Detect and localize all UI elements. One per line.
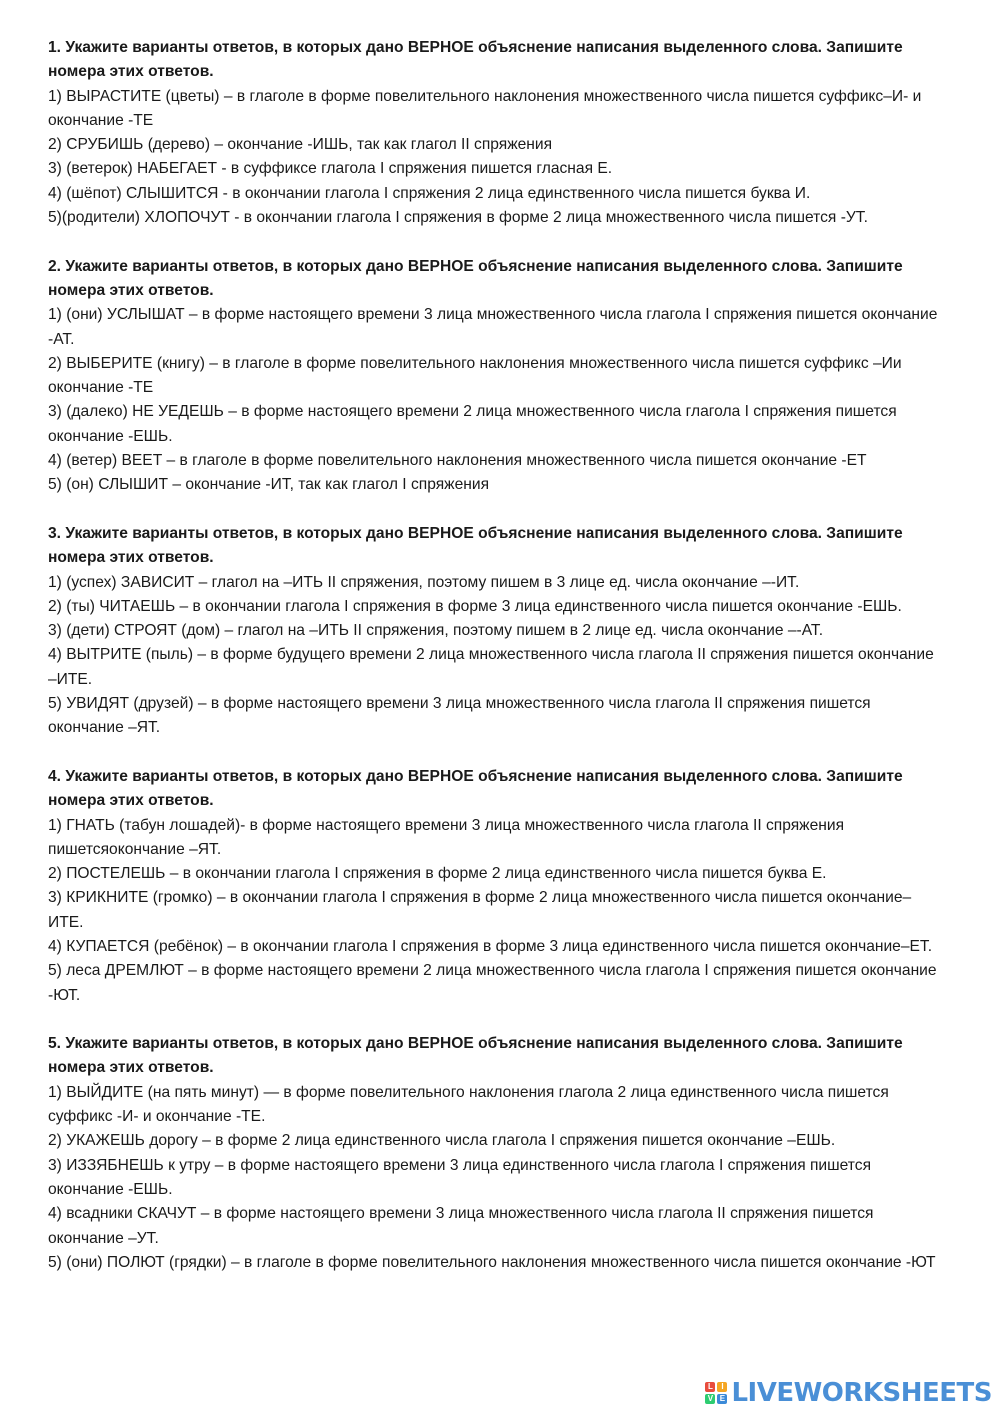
answer-option: 4) КУПАЕТСЯ (ребёнок) – в окончании глагола I спряжения в форме 3 лица единственного числа пишется окончание–ЕТ. <box>48 937 933 955</box>
logo-letter: L <box>705 1382 715 1392</box>
task-title: 2. Укажите варианты ответов, в которых дано ВЕРНОЕ объяснение написания выделенного слова. Запишите номера этих ответов. <box>48 257 903 299</box>
task-title: 5. Укажите варианты ответов, в которых дано ВЕРНОЕ объяснение написания выделенного слова. Запишите номера этих ответов. <box>48 1035 903 1077</box>
answer-option: 5) леса ДРЕМЛЮТ – в форме настоящего времени 2 лица множественного числа глагола I спряжения пишется окончание -ЮТ. <box>48 962 937 1004</box>
answer-option: 4) всадники СКАЧУТ – в форме настоящего времени 3 лица множественного числа глагола II спряжения пишется окончание –УТ. <box>48 1205 874 1247</box>
logo-letter: V <box>705 1394 715 1404</box>
answer-option: 1) ГНАТЬ (табун лошадей)- в форме настоящего времени 3 лица множественного числа глагола II спряжения пишетсяокончание –ЯТ. <box>48 816 845 858</box>
logo-letter: I <box>717 1382 727 1392</box>
answer-option: 4) ВЫТРИТЕ (пыль) – в форме будущего времени 2 лица множественного числа глагола II спряжения пишется окончание –ИТЕ. <box>48 646 934 688</box>
answer-option: 3) (ветерок) НАБЕГАЕТ - в суффиксе глагола I спряжения пишется гласная Е. <box>48 160 613 178</box>
answer-option: 2) ПОСТЕЛЕШЬ – в окончании глагола I спряжения в форме 2 лица единственного числа пишется буква Е. <box>48 865 827 883</box>
task-4 <box>48 765 938 1008</box>
answer-option: 3) ИЗЗЯБНЕШЬ к утру – в форме настоящего времени 3 лица единственного числа глагола I спряжения пишется окончание -ЕШЬ. <box>48 1156 872 1198</box>
answer-option: 1) ВЫРАСТИТЕ (цветы) – в глаголе в форме повелительного наклонения множественного числа пишется суффикс–И- и окончание -ТЕ <box>48 87 922 129</box>
logo-letter: E <box>717 1394 727 1404</box>
answer-option: 3) КРИКНИТЕ (громко) – в окончании глагола I спряжения в форме 2 лица множественного числа пишется окончание–ИТЕ. <box>48 889 912 931</box>
task-title: 3. Укажите варианты ответов, в которых дано ВЕРНОЕ объяснение написания выделенного слова. Запишите номера этих ответов. <box>48 524 903 567</box>
answer-option: 2) ВЫБЕРИТЕ (книгу) – в глаголе в форме повелительного наклонения множественного числа пишется суффикс –Ии окончание -ТЕ <box>48 354 902 397</box>
task-3 <box>48 522 938 741</box>
answer-option: 4) (шёпот) СЛЫШИТСЯ - в окончании глагола I спряжения 2 лица единственного числа пишется буква И. <box>48 184 811 202</box>
answer-option: 1) (они) УСЛЫШАТ – в форме настоящего времени 3 лица множественного числа глагола I спряжения пишется окончание -АТ. <box>48 306 938 348</box>
answer-option: 1) (успех) ЗАВИСИТ – глагол на –ИТЬ II спряжения, поэтому пишем в 3 лице ед. числа окончание –-ИТ. <box>48 573 800 591</box>
task-1 <box>48 36 938 230</box>
answer-option: 2) (ты) ЧИТАЕШЬ – в окончании глагола I спряжения в форме 3 лица единственного числа пишется окончание -ЕШЬ. <box>48 597 902 615</box>
answer-option: 3) (далеко) НЕ УЕДЕШЬ – в форме настоящего времени 2 лица множественного числа глагола I спряжения пишется окончание -ЕШЬ. <box>48 403 897 445</box>
answer-option: 5)(родители) ХЛОПОЧУТ - в окончании глагола I спряжения в форме 2 лица множественного числа пишется -УТ. <box>48 209 868 227</box>
answer-option: 3) (дети) СТРОЯТ (дом) – глагол на –ИТЬ II спряжения, поэтому пишем в 2 лице ед. числа окончание –-АТ. <box>48 622 824 640</box>
answer-option: 5) (он) СЛЫШИТ – окончание -ИТ, так как глагол I спряжения <box>48 476 490 494</box>
liveworksheets-logo[interactable] <box>705 1378 992 1408</box>
answer-option: 4) (ветер) ВЕЕТ – в глаголе в форме повелительного наклонения множественного числа пишется окончание -ЕТ <box>48 452 867 470</box>
worksheet-document <box>48 36 938 1299</box>
answer-option: 2) УКАЖЕШЬ дорогу – в форме 2 лица единственного числа глагола I спряжения пишется окончание –ЕШЬ. <box>48 1132 836 1150</box>
task-title: 1. Укажите варианты ответов, в которых дано ВЕРНОЕ объяснение написания выделенного слова. Запишите номера этих ответов. <box>48 39 903 81</box>
brand-name: LIVEWORKSHEETS <box>731 1378 992 1408</box>
answer-option: 5) УВИДЯТ (друзей) – в форме настоящего времени 3 лица множественного числа глагола II спряжения пишется окончание –ЯТ. <box>48 695 871 737</box>
task-2 <box>48 255 938 498</box>
task-title: 4. Укажите варианты ответов, в которых дано ВЕРНОЕ объяснение написания выделенного слова. Запишите номера этих ответов. <box>48 767 903 810</box>
answer-option: 2) СРУБИШЬ (дерево) – окончание -ИШЬ, так как глагол II спряжения <box>48 136 553 154</box>
task-5 <box>48 1032 938 1275</box>
answer-option: 5) (они) ПОЛЮТ (грядки) – в глаголе в форме повелительного наклонения множественного числа пишется окончание -ЮТ <box>48 1253 936 1271</box>
answer-option: 1) ВЫЙДИТЕ (на пять минут) — в форме повелительного наклонения глагола 2 лица единственного числа пишется суффикс -И- и окончание -ТЕ. <box>48 1083 889 1126</box>
logo-mark-icon <box>705 1382 727 1404</box>
